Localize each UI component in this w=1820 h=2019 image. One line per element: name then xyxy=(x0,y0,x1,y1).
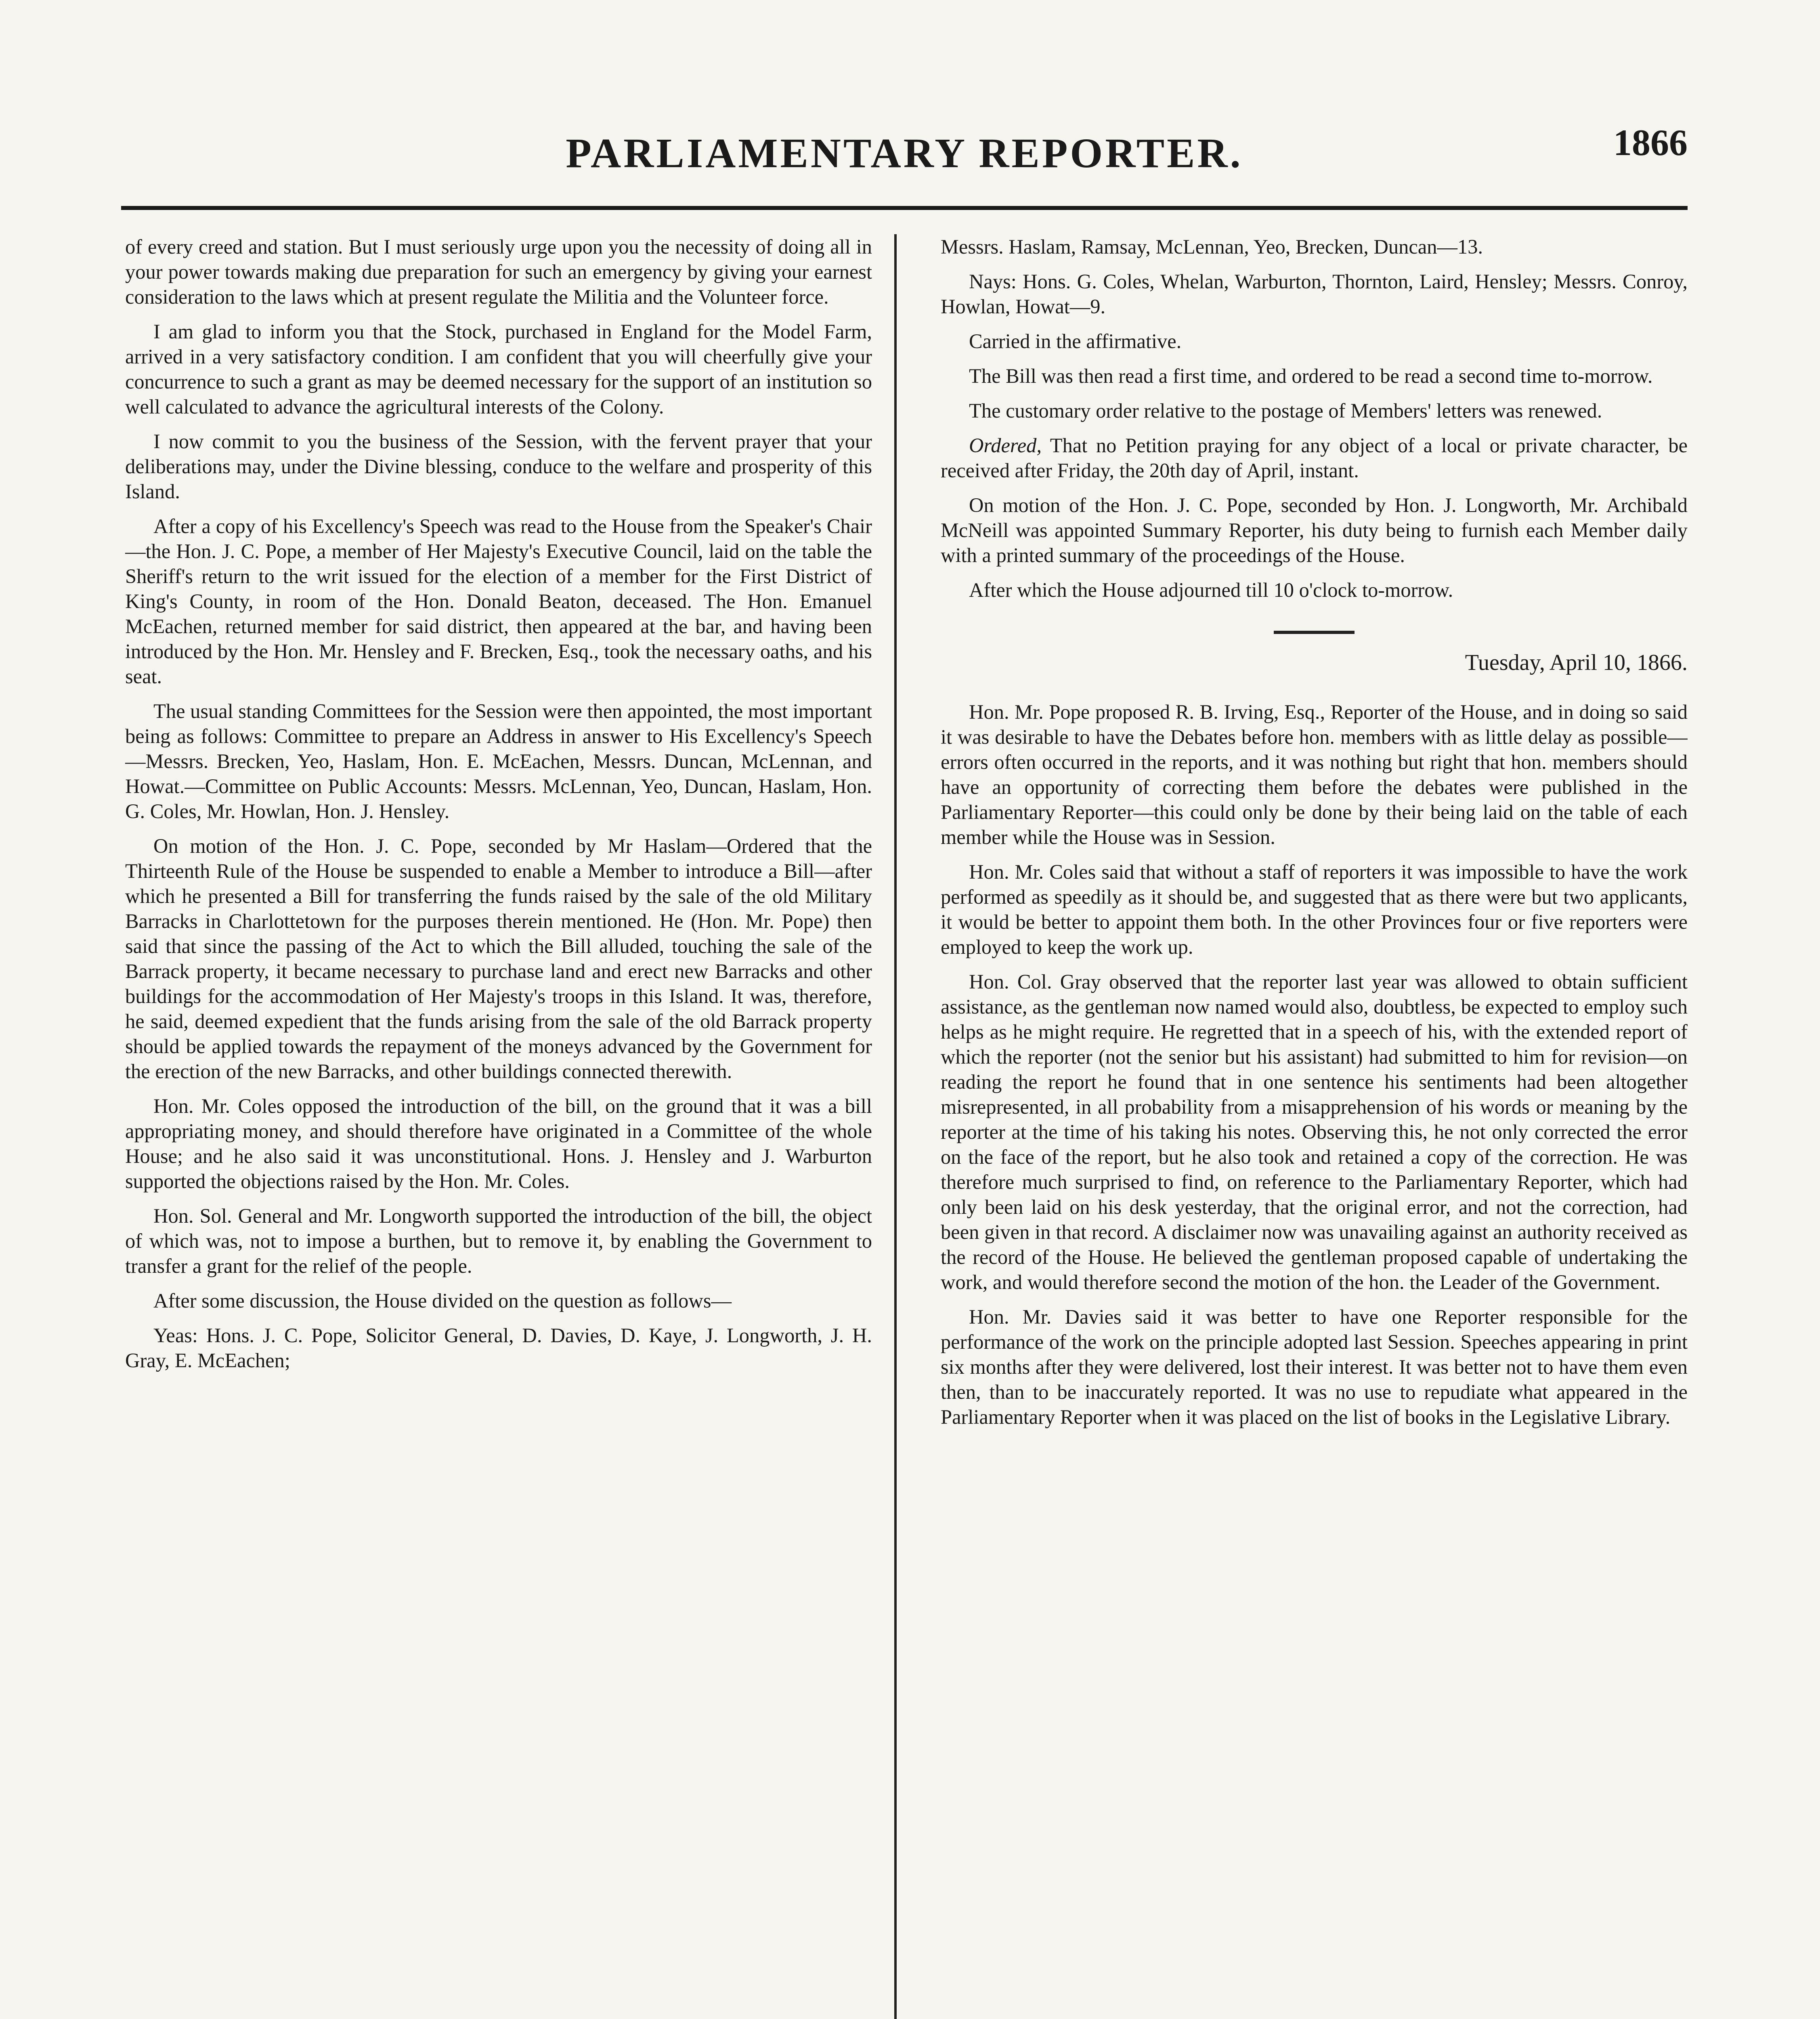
paragraph: Hon. Mr. Coles opposed the introduction of the bill, on the ground that it was a bill appropriating money, and should therefore have originated in a Committee of the whole House; and he also said it was unconstitutional. Hons. J. Hensley and J. Warburton supported the objections raised by the Hon. Mr. Coles. xyxy=(125,1095,872,1192)
header-rule xyxy=(121,206,1688,210)
paragraph: After some discussion, the House divided on the question as follows— xyxy=(153,1289,732,1312)
paragraph: Hon. Mr. Davies said it was better to have one Reporter responsible for the performance of the work on the principle adopted last Session. Speeches appearing in print six months after they were delivered, lost their interest. It was better not to have them even then, than to be inaccurately reported. It was no use to repudiate what appeared in the Parliamentary Reporter when it was placed on the list of books in the Legislative Library. xyxy=(941,1305,1688,1428)
right-column xyxy=(941,234,1688,2019)
paragraph: Messrs. Haslam, Ramsay, McLennan, Yeo, Brecken, Duncan—13. xyxy=(941,235,1483,258)
paragraph: The usual standing Committees for the Session were then appointed, the most important being as follows: Committee to prepare an Address in answer to His Excellency's Speech—Messrs. Brecken, Yeo, Haslam, Hon. E. McEachen, Messrs. Duncan, McLennan, and Howat.—Committee on Public Accounts: Messrs. McLennan, Yeo, Duncan, Haslam, Hon. G. Coles, Mr. Howlan, Hon. J. Hensley. xyxy=(125,700,872,823)
ordered-text: That no Petition praying for any object of a local or private character, be received after Friday, the 20th day of April, instant. xyxy=(941,434,1688,482)
paragraph: of every creed and station. But I must seriously urge upon you the necessity of doing all in your power towards making due preparation for such an emergency by giving your earnest consideration to the laws which at present regulate the Militia and the Volunteer force. xyxy=(125,235,872,308)
paragraph: I now commit to you the business of the Session, with the fervent prayer that your deliberations may, under the Divine blessing, conduce to the welfare and prosperity of this Island. xyxy=(125,430,872,503)
ordered-label: Ordered, xyxy=(969,434,1042,457)
paragraph: Hon. Col. Gray observed that the reporter last year was allowed to obtain sufficient assistance, as the gentleman now named would also, doubtless, be expected to employ such helps as he might require. He regretted that in a speech of his, with the extended report of which the reporter (not the senior but his assistant) had submitted to him for revision—on reading the report he found that in one sentence his sentiments had been altogether misrepresented, in all probability from a misapprehension of his words or meaning by the reporter at the time of his taking his notes. Observing this, he not only corrected the error on the face of the report, but he also took and retained a copy of the correction. He was therefore much surprised to find, on reference to the Parliamentary Reporter, which had only been laid on his desk yesterday, that the original error, and not the correction, had been given in that record. A disclaimer now was unavailing against an authority received as the record of the House. He believed the gentleman proposed capable of undertaking the work, and would therefore second the motion of the hon. the Leader of the Government. xyxy=(941,970,1688,1293)
paragraph: Yeas: Hons. J. C. Pope, Solicitor General, D. Davies, D. Kaye, J. Longworth, J. H. Gray, E. McEachen; xyxy=(125,1324,872,1372)
paragraph: After which the House adjourned till 10 o'clock to-morrow. xyxy=(969,579,1453,601)
paragraph: On motion of the Hon. J. C. Pope, seconded by Mr Haslam—Ordered that the Thirteenth Rule of the House be suspended to enable a Member to introduce a Bill—after which he presented a Bill for transferring the funds raised by the sale of the old Military Barracks in Charlottetown for the purposes therein mentioned. He (Hon. Mr. Pope) then said that since the passing of the Act to which the Bill alluded, touching the sale of the Barrack property, it became necessary to purchase land and erect new Barracks and other buildings for the accommodation of Her Majesty's troops in this Island. It was, therefore, he said, deemed expedient that the funds arising from the sale of the old Barrack property should be applied towards the repayment of the moneys advanced by the Government for the erection of the new Barracks, and other buildings connected therewith. xyxy=(125,835,872,1083)
paragraph: Carried in the affirmative. xyxy=(969,330,1182,353)
paragraph: The Bill was then read a first time, and ordered to be read a second time to-morrow. xyxy=(969,365,1653,387)
paragraph: Hon. Mr. Pope proposed R. B. Irving, Esq., Reporter of the House, and in doing so said it was desirable to have the Debates before hon. members with as little delay as possible—errors often occurred in the reports, and it was nothing but right that hon. members should have an opportunity of correcting them before the debates were published in the Parliamentary Reporter—this could only be done by their being laid on the table of each member while the House was in Session. xyxy=(941,701,1688,848)
paragraph: Nays: Hons. G. Coles, Whelan, Warburton, Thornton, Laird, Hensley; Messrs. Conroy, Howlan, Howat—9. xyxy=(941,270,1688,318)
page-number: 1866 xyxy=(1613,122,1688,163)
paragraph: Hon. Mr. Coles said that without a staff of reporters it was impossible to have the work performed as speedily as it should be, and suggested that as there were but two applicants, it would be better to appoint them both. In the other Provinces four or five reporters were employed to keep the work up. xyxy=(941,860,1688,958)
publication-title: PARLIAMENTARY REPORTER. xyxy=(566,130,1243,176)
left-column xyxy=(125,234,872,2019)
paragraph: Hon. Sol. General and Mr. Longworth supported the introduction of the bill, the object of which was, not to impose a burthen, but to remove it, by enabling the Government to transfer a grant for the relief of the people. xyxy=(125,1205,872,1277)
paragraph xyxy=(941,433,1688,483)
page-header xyxy=(121,121,1688,190)
paragraph: I am glad to inform you that the Stock, purchased in England for the Model Farm, arrived in a very satisfactory condition. I am confident that you will cheerfully give your concurrence to such a grant as may be deemed necessary for the support of an institution so well calculated to advance the agricultural interests of the Colony. xyxy=(125,320,872,418)
paragraph: On motion of the Hon. J. C. Pope, seconded by Hon. J. Longworth, Mr. Archibald McNeill was appointed Summary Reporter, his duty being to furnish each Member daily with a printed summary of the proceedings of the House. xyxy=(941,494,1688,567)
column-divider xyxy=(894,234,897,2019)
paragraph: After a copy of his Excellency's Speech was read to the House from the Speaker's Chair—the Hon. J. C. Pope, a member of Her Majesty's Executive Council, laid on the table the Sheriff's return to the writ issued for the election of a member for the First District of King's County, in room of the Hon. Donald Beaton, deceased. The Hon. Emanuel McEachen, returned member for said district, then appeared at the bar, and having been introduced by the Hon. Mr. Hensley and F. Brecken, Esq., took the necessary oaths, and his seat. xyxy=(125,515,872,688)
dateline: Tuesday, April 10, 1866. xyxy=(1465,650,1688,675)
paragraph: The customary order relative to the postage of Members' letters was renewed. xyxy=(969,399,1602,422)
section-rule xyxy=(1274,631,1355,634)
